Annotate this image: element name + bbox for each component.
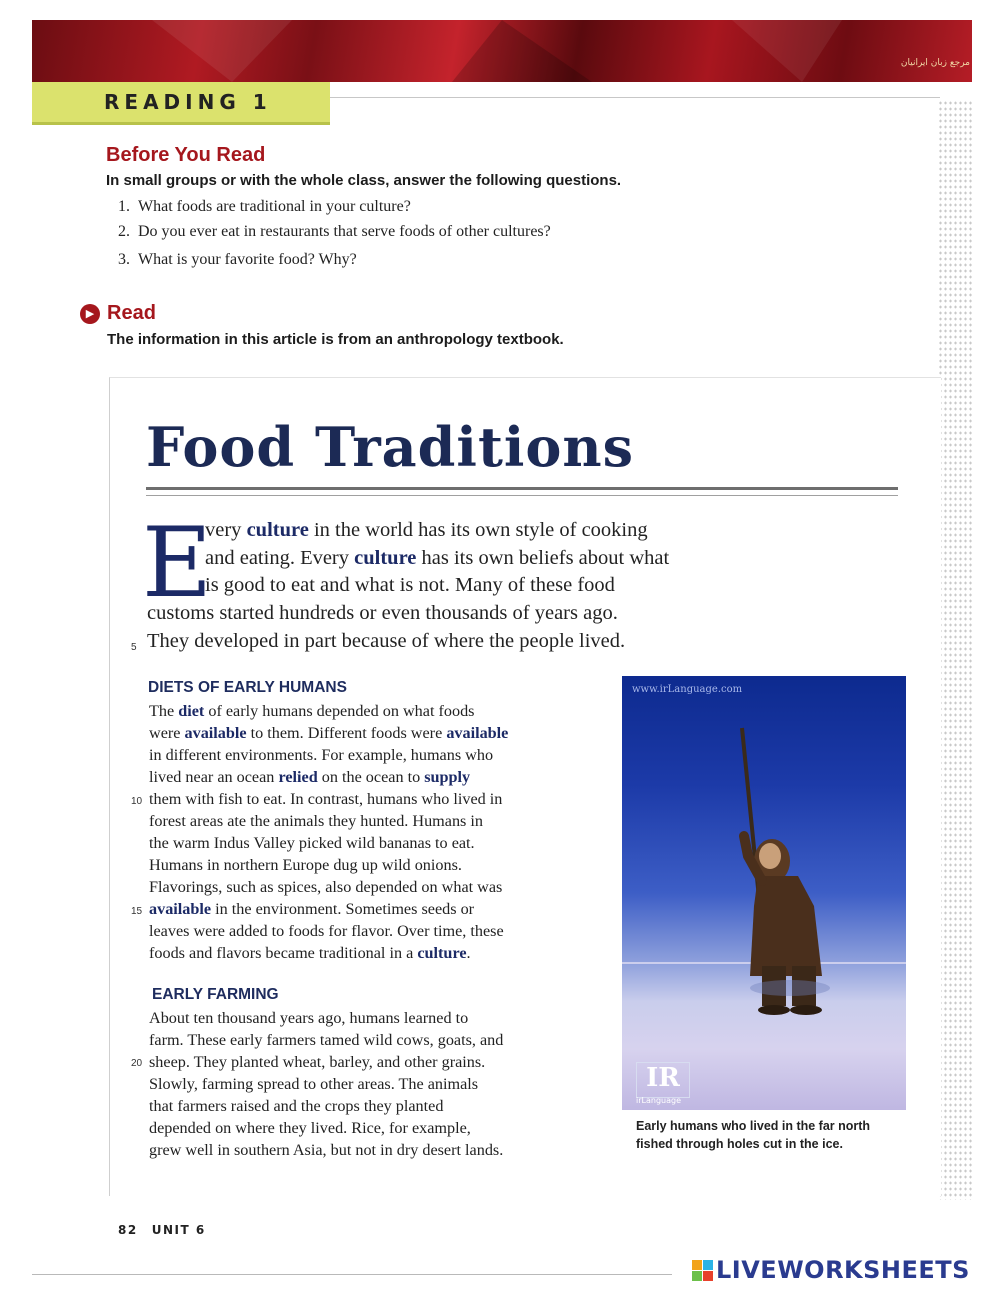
body-line: About ten thousand years ago, humans learned to	[149, 1009, 469, 1027]
irlanguage-logo: IR	[636, 1062, 690, 1098]
ice-fishing-photo	[622, 676, 906, 1110]
body-line: grew well in southern Asia, but not in dry desert lands.	[149, 1141, 504, 1159]
text-run: of early humans depended on what foods	[204, 702, 475, 720]
keyword: culture	[417, 944, 467, 962]
text-run: has its own beliefs about what	[416, 547, 670, 569]
body-line	[149, 898, 474, 920]
keyword: diet	[178, 702, 205, 720]
drop-cap: E	[142, 507, 213, 619]
intro-line: They developed in part because of where the people lived.	[147, 630, 626, 652]
page-footer	[118, 1223, 206, 1237]
text-run: foods and flavors became traditional in a	[149, 944, 418, 962]
keyword: culture	[354, 547, 417, 569]
line-number: 10	[131, 796, 143, 807]
liveworksheets-logo[interactable]	[692, 1256, 990, 1286]
caption-line: Early humans who lived in the far north	[636, 1119, 871, 1133]
logo-blocks-icon	[692, 1260, 714, 1282]
body-line	[149, 722, 508, 744]
photo-caption	[636, 1117, 870, 1153]
banner-facet	[732, 20, 842, 82]
text-run: to them. Different foods were	[246, 724, 447, 742]
text-run: on the ocean to	[317, 768, 425, 786]
text-run: in the world has its own style of cooking	[308, 519, 648, 541]
audio-speaker-icon[interactable]: ▶	[80, 304, 100, 324]
read-instruction: The information in this article is from an anthropology textbook.	[107, 331, 564, 348]
dot-pattern	[938, 100, 972, 1200]
brand-name: LIVEWORKSHEETS	[716, 1256, 970, 1284]
header-banner	[32, 20, 972, 82]
body-line: sheep. They planted wheat, barley, and other grains.	[149, 1053, 486, 1071]
divider	[330, 97, 940, 98]
line-number: 20	[131, 1058, 143, 1069]
text-run: very	[205, 519, 247, 541]
question-number: 2.	[118, 223, 130, 240]
body-line: forest areas ate the animals they hunted. Humans in	[149, 812, 483, 830]
farming-heading: EARLY FARMING	[152, 986, 279, 1003]
article-title: Food Traditions	[146, 415, 635, 479]
keyword: available	[446, 724, 509, 742]
section-label: READING 1	[104, 90, 272, 114]
page-number: 82	[118, 1223, 138, 1237]
body-line: Slowly, farming spread to other areas. The animals	[149, 1075, 479, 1093]
keyword: available	[149, 900, 212, 918]
intro-line: customs started hundreds or even thousands of years ago.	[147, 602, 618, 624]
fisherman-figure	[622, 676, 906, 1110]
keyword: supply	[424, 768, 471, 786]
keyword: culture	[246, 519, 309, 541]
text-run: .	[466, 944, 471, 962]
body-line	[149, 766, 470, 788]
keyword: relied	[278, 768, 318, 786]
question-text: Do you ever eat in restaurants that serve foods of other cultures?	[138, 223, 551, 240]
question-item	[118, 251, 357, 269]
body-line	[149, 942, 471, 964]
before-you-read-instruction: In small groups or with the whole class, answer the following questions.	[106, 172, 622, 189]
irlanguage-logo-text: irLanguage	[636, 1096, 681, 1105]
banner-credit: مرجع زبان ایرانیان	[900, 58, 970, 68]
question-number: 3.	[118, 251, 130, 268]
text-run: The	[149, 702, 179, 720]
bottom-rule	[32, 1274, 672, 1275]
banner-facet	[152, 20, 292, 82]
text-run: in the environment. Sometimes seeds or	[211, 900, 475, 918]
line-number: 15	[131, 906, 143, 917]
text-run: were	[149, 724, 185, 742]
unit-label: UNIT 6	[151, 1223, 206, 1237]
question-number: 1.	[118, 198, 130, 215]
question-item	[118, 198, 411, 216]
line-number: 5	[131, 642, 137, 653]
read-heading: Read	[107, 302, 156, 324]
body-line: them with fish to eat. In contrast, humans who lived in	[149, 790, 503, 808]
caption-line: fished through holes cut in the ice.	[636, 1137, 843, 1151]
intro-line	[205, 547, 669, 570]
photo-watermark: www.irLanguage.com	[632, 684, 743, 695]
intro-line: is good to eat and what is not. Many of these food	[205, 574, 615, 596]
diets-heading: DIETS OF EARLY HUMANS	[148, 679, 347, 696]
body-line: Flavorings, such as spices, also depended on what was	[149, 878, 503, 896]
text-run: and eating. Every	[205, 547, 355, 569]
keyword: available	[184, 724, 247, 742]
body-line: the warm Indus Valley picked wild bananas to eat.	[149, 834, 475, 852]
body-line: farm. These early farmers tamed wild cows, goats, and	[149, 1031, 504, 1049]
body-line	[149, 700, 474, 722]
question-text: What is your favorite food? Why?	[138, 251, 357, 268]
body-line: that farmers raised and the crops they planted	[149, 1097, 444, 1115]
body-line: depended on where they lived. Rice, for example,	[149, 1119, 471, 1137]
body-line: in different environments. For example, humans who	[149, 746, 494, 764]
text-run: lived near an ocean	[149, 768, 279, 786]
body-line: Humans in northern Europe dug up wild onions.	[149, 856, 462, 874]
banner-facet	[452, 20, 592, 82]
body-line: leaves were added to foods for flavor. Over time, these	[149, 922, 504, 940]
question-item	[118, 223, 551, 241]
intro-line	[205, 519, 648, 542]
title-rule	[146, 487, 898, 496]
before-you-read-heading: Before You Read	[106, 144, 266, 166]
question-text: What foods are traditional in your culture?	[138, 198, 411, 215]
